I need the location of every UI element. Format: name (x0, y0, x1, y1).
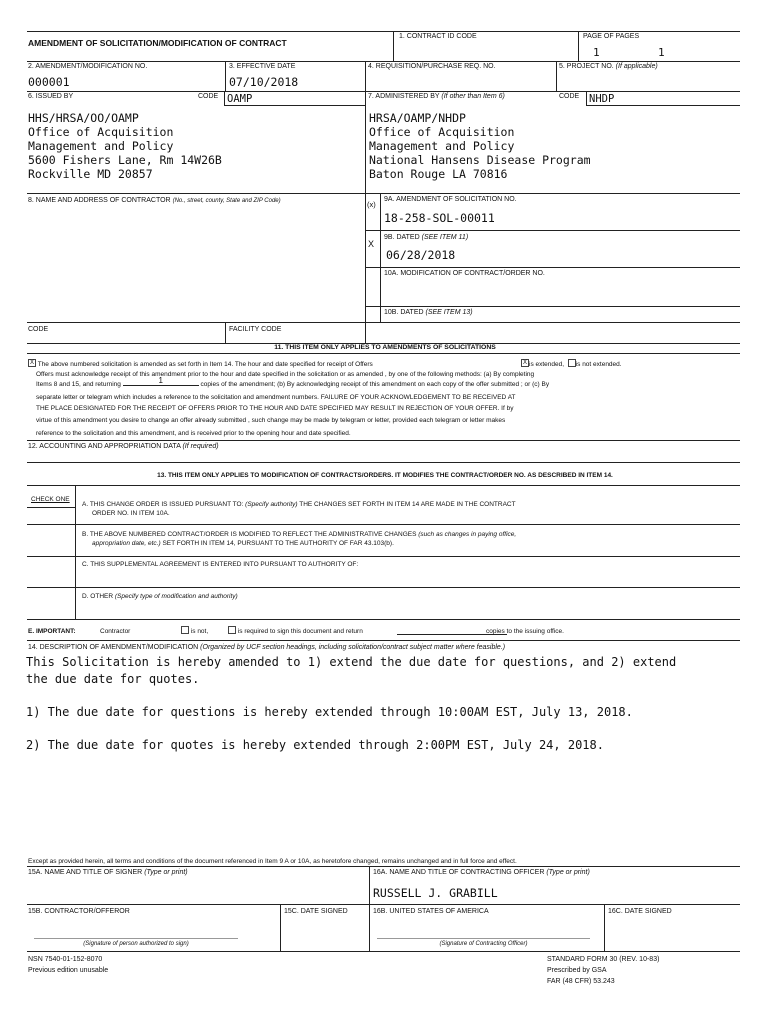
is-extended-checkbox[interactable]: X (522, 360, 527, 367)
amendment-solicitation-label: 9A. AMENDMENT OF SOLICITATION NO. (384, 196, 517, 203)
item-13-header: 13. THIS ITEM ONLY APPLIES TO MODIFICATION OF CONTRACTS/ORDERS. IT MODIFIES THE CONTRACT/ORDER NO. AS DESCRIBED IN ITEM 14. (157, 472, 613, 479)
form-title: AMENDMENT OF SOLICITATION/MODIFICATION OF CONTRACT (28, 38, 287, 48)
item-11-line-5: THE PLACE DESIGNATED FOR THE RECEIPT OF OFFERS PRIOR TO THE HOUR AND DATE SPECIFIED MAY RESULT IN REJECTION OF YOUR OFFER. If by (36, 405, 514, 412)
contract-id-code-label: 1. CONTRACT ID CODE (399, 33, 477, 40)
total-pages: 1 (658, 46, 665, 59)
item-13a-text: A. THIS CHANGE ORDER IS ISSUED PURSUANT TO: (Specify authority) THE CHANGES SET FORTH IN ITEM 14 ARE MADE IN THE CONTRACT ORDER NO. IN ITEM 10A. (82, 501, 516, 518)
description-line-1: This Solicitation is hereby amended to 1) extend the due date for questions, and 2) extend (26, 655, 677, 669)
contractor-code-label: CODE (28, 326, 49, 333)
except-statement: Except as provided herein, all terms and conditions of the document referenced in Item 9 A or 10A, as heretofore changed, remains unchanged and in full force and effect. (28, 858, 517, 865)
item-11-line-6: virtue of this amendment you desire to change an offer already submitted , such change may be made by telegram or letter, provided each telegram or letter makes (36, 417, 506, 424)
admin-line-1: HRSA/OAMP/NHDP (369, 111, 466, 125)
issued-code-label: CODE (198, 93, 219, 100)
item-13b-text: B. THE ABOVE NUMBERED CONTRACT/ORDER IS MODIFIED TO REFLECT THE ADMINISTRATIVE CHANGES (such as changes in paying office, appropriation date, etc.) SET FORTH IN ITEM 14, PURSUANT TO THE AUTHORITY OF FAR 43.103(b). (82, 531, 517, 548)
important-row: E. IMPORTANT: Contractor is not, is required to sign this document and return copies to the issuing office. (28, 628, 564, 635)
nsn-number: NSN 7540-01-152-8070 (28, 956, 103, 963)
top-rule (27, 31, 740, 32)
dated-check-mark: X (368, 239, 375, 249)
prescribed-by: Prescribed by GSA (547, 967, 607, 974)
amended-checkbox[interactable]: X (29, 360, 34, 367)
is-required-checkbox[interactable] (228, 626, 236, 634)
description-line-4: 2) The due date for quotes is hereby extended through 2:00PM EST, July 24, 2018. (26, 738, 604, 752)
x-column-label: (x) (367, 200, 376, 209)
officer-date-signed-label: 16C. DATE SIGNED (608, 908, 672, 915)
standard-form-number: STANDARD FORM 30 (REV. 10-83) (547, 956, 660, 963)
item-11-header: 11. THIS ITEM ONLY APPLIES TO AMENDMENTS OF SOLICITATIONS (274, 344, 496, 351)
previous-edition-note: Previous edition unusable (28, 967, 109, 974)
issued-line-3: Management and Policy (28, 139, 174, 153)
administered-by-label: 7. ADMINISTERED BY (If other than Item 6) (368, 93, 505, 100)
copies-count: 1 (123, 376, 199, 386)
facility-code-label: FACILITY CODE (229, 326, 282, 333)
item-11-line-2: Offers must acknowledge receipt of this amendment prior to the hour and date specified in the solicitation or as amended , by one of the following methods: (a) By completing (36, 371, 535, 378)
issued-line-4: 5600 Fishers Lane, Rm 14W26B (28, 153, 222, 167)
officer-signature-line[interactable] (377, 938, 590, 939)
issued-code-value: OAMP (227, 93, 253, 105)
admin-code-label: CODE (559, 93, 580, 100)
contracting-officer-label: 16A. NAME AND TITLE OF CONTRACTING OFFICER (Type or print) (373, 869, 590, 876)
contractor-label: 8. NAME AND ADDRESS OF CONTRACTOR (No., street, county, State and ZIP Code) (28, 197, 281, 204)
admin-line-4: National Hansens Disease Program (369, 153, 591, 167)
contractor-signature-caption: (Signature of person authorized to sign) (83, 941, 189, 947)
issued-line-5: Rockville MD 20857 (28, 167, 153, 181)
requisition-label: 4. REQUISITION/PURCHASE REQ. NO. (368, 63, 496, 70)
project-no-label: 5. PROJECT NO. (If applicable) (559, 63, 658, 70)
description-line-3: 1) The due date for questions is hereby extended through 10:00AM EST, July 13, 2018. (26, 705, 633, 719)
amendment-no-value: 000001 (28, 75, 70, 89)
admin-line-5: Baton Rouge LA 70816 (369, 167, 508, 181)
contractor-date-signed-label: 15C. DATE SIGNED (284, 908, 348, 915)
is-not-extended-checkbox[interactable] (568, 359, 576, 367)
check-one-label: CHECK ONE (31, 496, 70, 503)
contractor-signature-line[interactable] (34, 938, 238, 939)
issued-line-2: Office of Acquisition (28, 125, 174, 139)
effective-date-value: 07/10/2018 (229, 75, 299, 89)
item-11-line-4: separate letter or telegram which includes a reference to the solicitation and amendment numbers. FAILURE OF YOUR ACKNOWLEDGEMENT TO BE RECEIVED AT (36, 394, 516, 401)
page-of-pages-label: PAGE OF PAGES (583, 33, 640, 40)
signer-name-label: 15A. NAME AND TITLE OF SIGNER (Type or print) (28, 869, 188, 876)
modification-10a-label: 10A. MODIFICATION OF CONTRACT/ORDER NO. (384, 270, 545, 277)
description-line-2: the due date for quotes. (26, 672, 200, 686)
contracting-officer-name: RUSSELL J. GRABILL (373, 886, 498, 900)
dated-9b-value: 06/28/2018 (386, 248, 456, 262)
far-reference: FAR (48 CFR) 53.243 (547, 978, 615, 985)
item-13c-text: C. THIS SUPPLEMENTAL AGREEMENT IS ENTERED INTO PURSUANT TO AUTHORITY OF: (82, 561, 359, 568)
item-11-line-1: X The above numbered solicitation is amended as set forth in Item 14. The hour and date specified for receipt of Offers X is extended, is not extended. (29, 360, 622, 368)
admin-line-2: Office of Acquisition (369, 125, 515, 139)
amendment-no-label: 2. AMENDMENT/MODIFICATION NO. (28, 63, 148, 70)
item-11-line-7: reference to the solicitation and this amendment, and is received prior to the opening hour and date specified. (36, 430, 351, 437)
issued-by-label: 6. ISSUED BY (28, 93, 74, 100)
dated-10b-label: 10B. DATED (SEE ITEM 13) (384, 309, 473, 316)
accounting-label: 12. ACCOUNTING AND APPROPRIATION DATA (If required) (28, 443, 219, 450)
item-13d-text: D. OTHER (Specify type of modification and authority) (82, 593, 238, 600)
description-label: 14. DESCRIPTION OF AMENDMENT/MODIFICATION (Organized by UCF section headings, including solicitation/contract subject matter where feasible.) (28, 644, 506, 651)
effective-date-label: 3. EFFECTIVE DATE (229, 63, 296, 70)
officer-signature-caption: (Signature of Contracting Officer) (439, 941, 528, 947)
united-states-label: 16B. UNITED STATES OF AMERICA (373, 908, 489, 915)
admin-code-value: NHDP (589, 93, 615, 105)
amendment-solicitation-value: 18-258-SOL-00011 (384, 211, 495, 225)
admin-line-3: Management and Policy (369, 139, 515, 153)
dated-9b-label: 9B. DATED (SEE ITEM 11) (384, 234, 469, 241)
item-11-line-3: Items 8 and 15, and returning 1 copies of the amendment; (b) By acknowledging receipt of this amendment on each copy of the offer submitted ; or (c) By (36, 376, 550, 388)
issued-line-1: HHS/HRSA/OO/OAMP (28, 111, 139, 125)
is-not-checkbox[interactable] (181, 626, 189, 634)
page-number: 1 (593, 46, 600, 59)
contractor-offeror-label: 15B. CONTRACTOR/OFFEROR (28, 908, 130, 915)
